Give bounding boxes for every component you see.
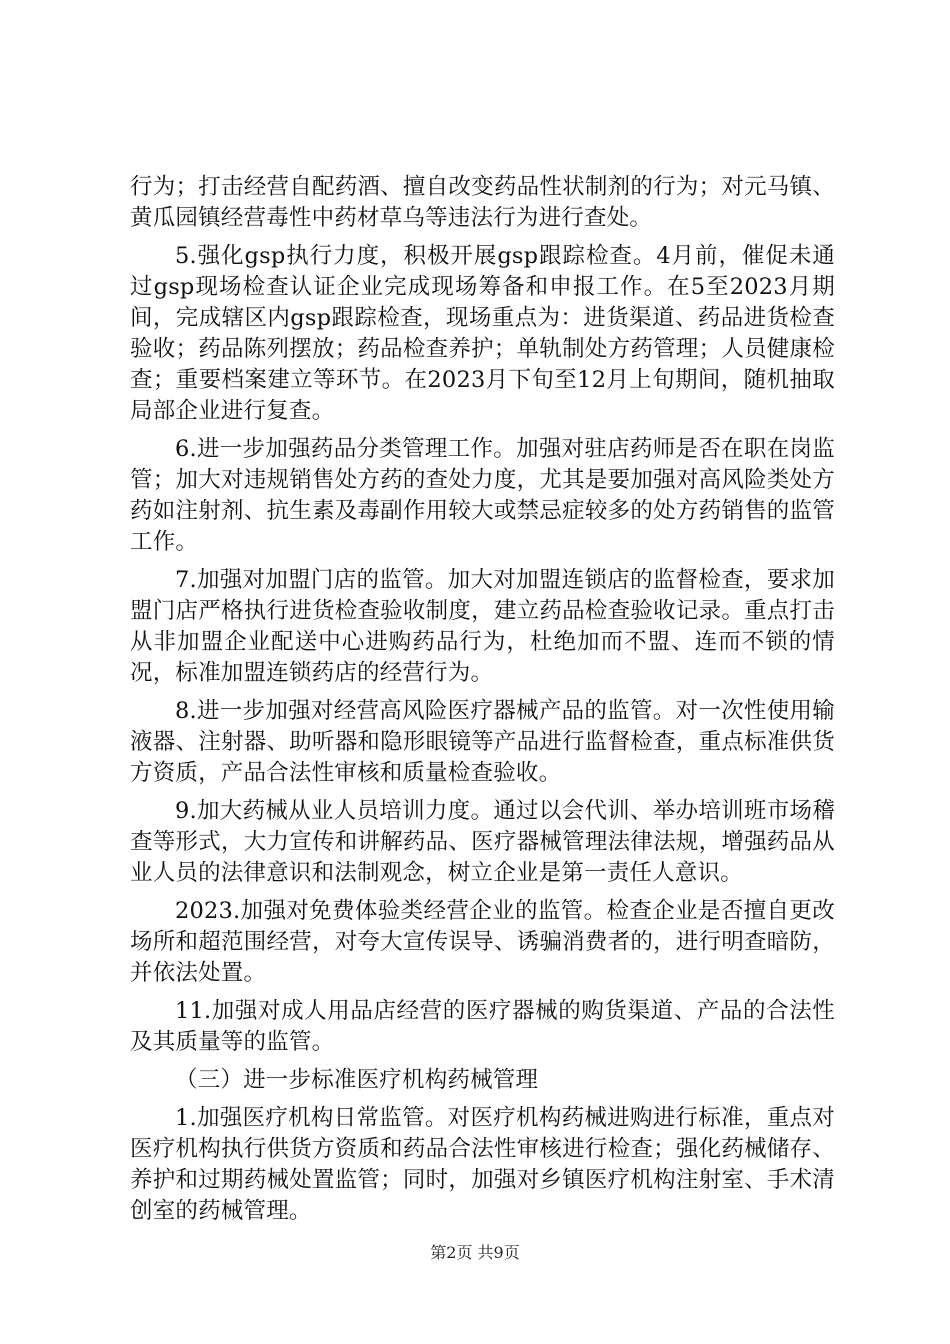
paragraph-item-6: 6.进一步加强药品分类管理工作。加强对驻店药师是否在职在岗监管；加大对违规销售处方药的查处力度，尤其是要加强对高风险类处方药如注射剂、抗生素及毒副作用较大或禁忌症较多的处方药销售的监管工作。 — [130, 436, 835, 555]
paragraph-item-11: 11.加强对成人用品店经营的医疗器械的购货渠道、产品的合法性及其质量等的监管。 — [130, 998, 835, 1055]
paragraph-item-8: 8.进一步加强对经营高风险医疗器械产品的监管。对一次性使用输液器、注射器、助听器和隐形眼镜等产品进行监督检查，重点标准供货方资质，产品合法性审核和质量检查验收。 — [130, 698, 835, 786]
section-heading-3: （三）进一步标准医疗机构药械管理 — [175, 1067, 539, 1093]
paragraph-continued: 行为；打击经营自配药酒、擅自改变药品性状制剂的行为；对元马镇、黄瓜园镇经营毒性中药材草乌等违法行为进行查处。 — [130, 174, 835, 231]
paragraph-item-9: 9.加大药械从业人员培训力度。通过以会代训、举办培训班市场稽查等形式，大力宣传和讲解药品、医疗器械管理法律法规，增强药品从业人员的法律意识和法制观念，树立企业是第一责任人意识。 — [130, 798, 835, 886]
page-number-footer: 第2页 共9页 — [430, 1243, 520, 1262]
paragraph-item-5: 5.强化gsp执行力度，积极开展gsp跟踪检查。4月前，催促未通过gsp现场检查认证企业完成现场筹备和申报工作。在5至2023月期间，完成辖区内gsp跟踪检查，现场重点为：进货渠道、药品进货检查验收；药品陈列摆放；药品检查养护；单轨制处方药管理；人员健康检查；重要档案建立等环节。在2023月下旬至12月上旬期间，随机抽取局部企业进行复查。 — [130, 243, 835, 424]
document-body — [130, 172, 835, 1234]
paragraph-subitem-1: 1.加强医疗机构日常监管。对医疗机构药械进购进行标准，重点对医疗机构执行供货方资质和药品合法性审核进行检查；强化药械储存、养护和过期药械处置监管；同时，加强对乡镇医疗机构注射室、手术清创室的药械管理。 — [130, 1105, 835, 1224]
paragraph-item-7: 7.加强对加盟门店的监管。加大对加盟连锁店的监督检查，要求加盟门店严格执行进货检查验收制度，建立药品检查验收记录。重点打击从非加盟企业配送中心进购药品行为，杜绝加而不盟、连而不锁的情况，标准加盟连锁药店的经营行为。 — [130, 567, 835, 686]
paragraph-item-10: 2023.加强对免费体验类经营企业的监管。检查企业是否擅自更改场所和超范围经营，对夸大宣传误导、诱骗消费者的，进行明查暗防，并依法处置。 — [130, 898, 835, 986]
